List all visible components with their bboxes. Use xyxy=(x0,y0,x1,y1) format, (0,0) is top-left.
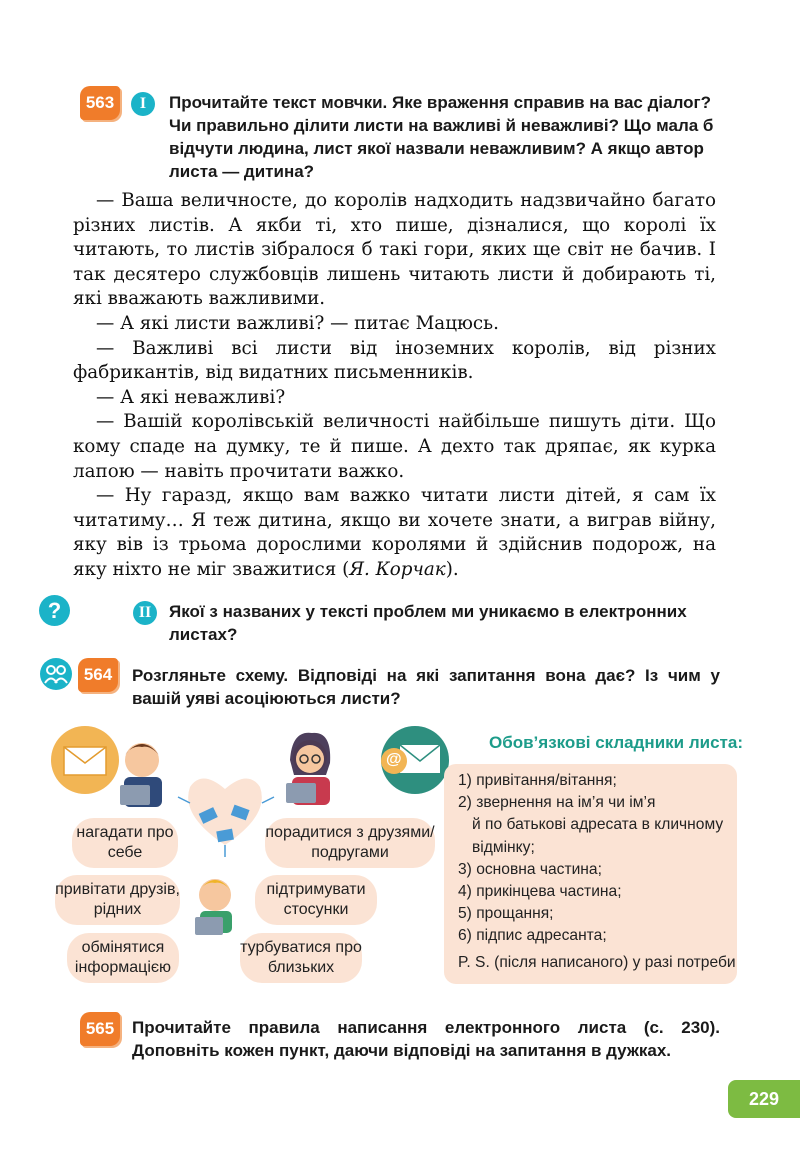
bubble-remind: нагадати про себе xyxy=(72,818,178,868)
part-one-icon: I xyxy=(131,92,155,116)
task-number-badge xyxy=(80,1012,120,1046)
bubble-care: турбуватися про близьких xyxy=(240,933,362,983)
list-item: 2) звернення на ім’я чи ім’я xyxy=(458,794,656,812)
task-number-badge xyxy=(78,658,118,692)
envelope-icon xyxy=(51,726,119,794)
child-with-laptop-icon xyxy=(195,879,232,935)
story-paragraph: — Вашій королівській величності найбільше пишуть діти. Що кому спаде на думку, те й пише. А дехто так дряпає, як курка лапою — навіть прочитати важко. xyxy=(73,411,716,482)
author-name: Я. Корчак xyxy=(349,558,446,580)
list-item: 6) підпис адресанта; xyxy=(458,927,607,945)
task-565-question: Прочитайте правила написання електронного листа (с. 230). Доповніть кожен пункт, даючи відповіді на запитання в дужках. xyxy=(132,1018,720,1060)
story-paragraph: — Важливі всі листи від іноземних королів, від різних фабрикантів, від видатних письменників. xyxy=(73,337,716,384)
list-item: P. S. (після написаного) у разі потреби xyxy=(458,953,736,971)
task-564-question: Розгляньте схему. Відповіді на які запитання вона дає? Із чим у вашій уяві асоціюються листи? xyxy=(132,666,720,708)
list-item: відмінку; xyxy=(472,838,535,856)
task-563-question: Прочитайте текст мовчки. Яке враження справив на вас діалог? Чи правильно ділити листи на важливі й неважливі? Що мала б відчути людина, лист якої назвали неважливим? А якщо автор листа — дитина? xyxy=(169,93,714,181)
story-paragraph: — А які неважливі? xyxy=(96,386,286,408)
list-item: й по батькові адресата в кличному xyxy=(472,816,724,834)
people-icon xyxy=(40,658,72,690)
girl-with-laptop-icon xyxy=(286,733,330,805)
task-number: 563 xyxy=(85,93,115,112)
story-paragraph: — Ну гаразд, якщо вам важко читати листи дітей, я сам їх читатиму… Я теж дитина, якщо ви хочете знати, а виграв війну, яку вів із трьома дорослими королями й здійснив подорож, на яку ніхто не міг зважитися (Я. Корчак). xyxy=(73,485,716,580)
page-number: 229 xyxy=(728,1080,800,1118)
group-work-icon xyxy=(40,658,72,690)
components-list-box xyxy=(444,764,737,984)
components-list xyxy=(444,764,737,974)
at-symbol: @ xyxy=(386,751,402,768)
part-two-icon: II xyxy=(133,601,157,625)
components-title: Обов’язкові складники листа: xyxy=(489,733,743,752)
task-number-badge xyxy=(80,86,120,120)
heart-envelopes-icon xyxy=(178,778,274,857)
bubble-exchange: обмінятися інформацією xyxy=(67,933,179,983)
bubble-consult: порадитися з друзями/подругами xyxy=(265,818,435,868)
list-item: 4) прикінцева частина; xyxy=(458,883,622,901)
bubble-support: підтримувати стосунки xyxy=(255,875,377,925)
question-mark-icon: ? xyxy=(39,595,70,626)
story-text xyxy=(73,189,716,583)
story-paragraph: — Ваша величносте, до королів надходить надзвичайно багато різних листів. А якби ті, хто пише, дізналися, що королі їх читають, то листів зібралося б такі гори, яких ще світ не бачив. І так десятеро службовців лишень читають листи й добирають ті, які вважають важливими. xyxy=(73,190,716,310)
task-number: 565 xyxy=(85,1019,115,1038)
list-item: 5) прощання; xyxy=(458,905,554,923)
list-item: 3) основна частина; xyxy=(458,860,602,878)
boy-with-laptop-icon xyxy=(120,743,162,807)
bubble-greet: привітати друзів, рідних xyxy=(55,875,180,925)
list-item: 1) привітання/вітання; xyxy=(458,772,617,789)
task-number: 564 xyxy=(83,665,113,684)
story-paragraph: — А які листи важливі? — питає Мацюсь. xyxy=(96,312,499,334)
task-563-part2-question: Якої з названих у тексті проблем ми уникаємо в електронних листах? xyxy=(169,602,687,644)
